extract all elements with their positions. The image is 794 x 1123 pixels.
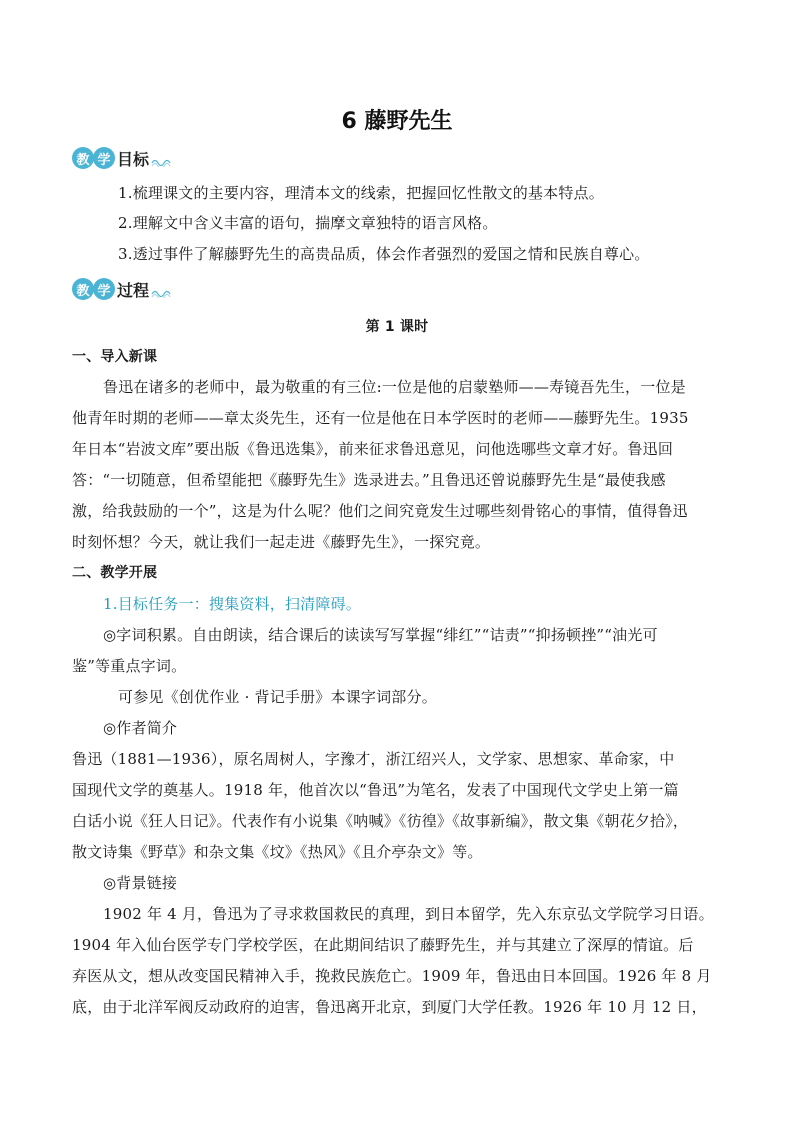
section-badge (72, 278, 114, 300)
subsection-heading: ◎背景链接 (103, 874, 178, 892)
task-heading: 1.目标任务一：搜集资料，扫清障碍。 (103, 595, 361, 613)
paragraph-line: 国现代文学的奠基人。1918 年，他首次以“鲁迅”为笔名，发表了中国现代文学史上第一篇 (72, 781, 679, 799)
part-heading: 一、导入新课 (72, 349, 158, 365)
paragraph-line: 时刻怀想？今天，就让我们一起走进《藤野先生》，一探究竟。 (72, 533, 491, 551)
paragraph-line: 鲁迅在诸多的老师中，最为敬重的有三位:一位是他的启蒙塾师——寿镜吾先生，一位是 (103, 378, 686, 396)
badge-char: 教 (72, 147, 94, 169)
section-label: 目标 (117, 149, 150, 169)
paragraph-line: 鲁迅（1881—1936），原名周树人，字豫才，浙江绍兴人，文学家、思想家、革命家，中 (72, 750, 675, 768)
page-title: 6 藤野先生 (341, 109, 453, 134)
subsection-heading: ◎作者简介 (103, 719, 178, 737)
paragraph-line: 1904 年入仙台医学专门学校学医，在此期间结识了藤野先生，并与其建立了深厚的情谊。后 (72, 936, 694, 954)
section-badge (72, 147, 114, 169)
paragraph-line: 年日本“岩波文库”要出版《鲁迅选集》，前来征求鲁迅意见，问他选哪些文章才好。鲁迅回 (72, 440, 674, 458)
part-heading: 二、教学开展 (72, 565, 158, 581)
paragraph-line: 他青年时期的老师——章太炎先生，还有一位是他在日本学医时的老师——藤野先生。1935 (72, 409, 689, 427)
goal-item: 1.梳理课文的主要内容，理清本文的线索，把握回忆性散文的基本特点。 (118, 184, 604, 202)
goal-item: 3.透过事件了解藤野先生的高贵品质，体会作者强烈的爱国之情和民族自尊心。 (118, 245, 650, 263)
paragraph-line: 白话小说《狂人日记》。代表作有小说集《呐喊》《彷徨》《故事新编》，散文集《朝花夕拾》， (72, 812, 689, 830)
badge-char: 学 (93, 278, 115, 300)
lesson-label: 第 1 课时 (365, 319, 429, 335)
badge-char: 教 (72, 278, 94, 300)
wave-ornament-icon (151, 288, 171, 298)
wave-ornament-icon (151, 157, 171, 167)
section-heading-process (72, 276, 171, 302)
paragraph-line: 答：“一切随意，但希望能把《藤野先生》选录进去。”且鲁迅还曾说藤野先生是“最使我感 (72, 471, 666, 489)
paragraph-line: 可参见《创优作业 · 背记手册》本课字词部分。 (118, 688, 437, 706)
section-label: 过程 (117, 280, 150, 300)
paragraph-line: 弃医从文，想从改变国民精神入手，挽救民族危亡。1909 年，鲁迅由日本回国。1926 年 8 月 (72, 967, 712, 985)
paragraph-line: 1902 年 4 月，鲁迅为了寻求救国救民的真理，到日本留学，先入东京弘文学院学习日语。 (103, 905, 714, 923)
paragraph-line: 激，给我鼓励的一个”，这是为什么呢？他们之间究竟发生过哪些刻骨铭心的事情，值得鲁迅 (72, 502, 688, 520)
goal-item: 2.理解文中含义丰富的语句，揣摩文章独特的语言风格。 (118, 214, 498, 232)
section-heading-goals (72, 145, 171, 171)
badge-char: 学 (93, 147, 115, 169)
paragraph-line: ◎字词积累。自由朗读，结合课后的读读写写掌握“绯红”“诘责”“抑扬顿挫”“油光可 (103, 626, 658, 644)
paragraph-line: 底，由于北洋军阀反动政府的迫害，鲁迅离开北京，到厦门大学任教。1926 年 10 月 12 日， (72, 998, 707, 1016)
paragraph-line: 散文诗集《野草》和杂文集《坟》《热风》《且介亭杂文》等。 (72, 843, 483, 861)
paragraph-line: 鉴”等重点字词。 (72, 657, 187, 675)
